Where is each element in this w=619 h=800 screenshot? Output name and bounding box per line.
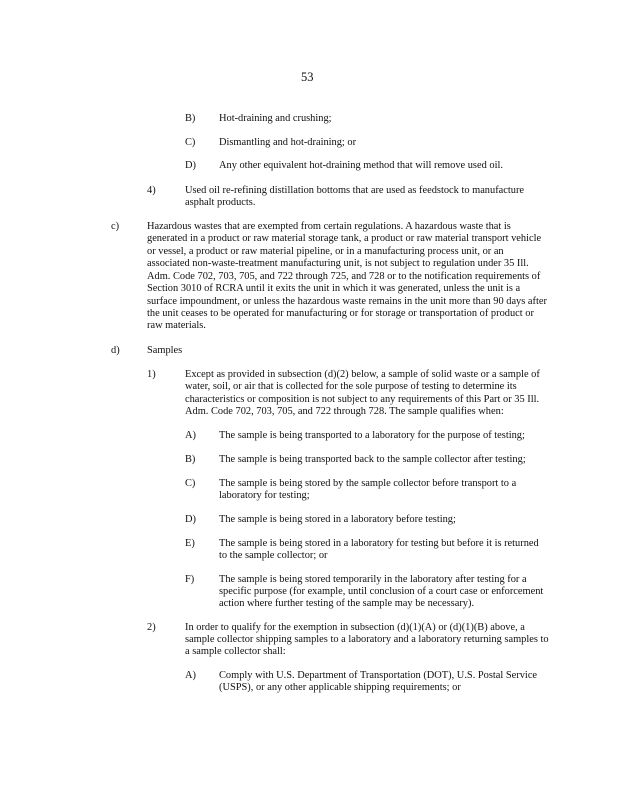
paragraph-line: generated in a product or raw material storage tank, a product or raw material transport vehicle: [147, 233, 542, 244]
subitem-text: to the sample collector; or: [219, 550, 328, 561]
subitem-text: (USPS), or any other applicable shipping requirements; or: [219, 682, 461, 693]
subitem-label: A): [185, 430, 196, 441]
subitem-text: The sample is being transported back to the sample collector after testing;: [219, 454, 526, 465]
paragraph-line: Adm. Code 702, 703, 705, and 722 through 728. The sample qualifies when:: [185, 406, 504, 417]
section-label: d): [111, 345, 120, 356]
section-title: Samples: [147, 345, 183, 356]
subitem-text: The sample is being stored in a laboratory before testing;: [219, 514, 456, 525]
paragraph-line: associated non-waste-treatment manufacturing unit, is not subject to regulation under 35 Ill.: [147, 258, 529, 269]
list-item-text: Hot-draining and crushing;: [219, 113, 332, 124]
paragraph-line: surface impoundment, or unless the hazardous waste remains in the unit more than 90 days after: [147, 296, 547, 307]
section-label: c): [111, 221, 120, 232]
subitem-text: The sample is being stored temporarily in the laboratory after testing for a: [219, 574, 527, 585]
paragraph-line: Used oil re-refining distillation bottoms that are used as feedstock to manufacture: [185, 185, 525, 196]
list-item-label: B): [185, 113, 196, 124]
paragraph-line: characteristics or composition is not subject to any requirements of this Part or 35 Ill.: [185, 394, 540, 405]
item-label: 2): [147, 622, 156, 633]
subitem-text: The sample is being stored in a laboratory for testing but before it is returned: [219, 538, 539, 549]
subitem-text: specific purpose (for example, until conclusion of a court case or enforcement: [219, 586, 544, 597]
list-item-label: D): [185, 160, 196, 171]
subitem-text: The sample is being transported to a laboratory for the purpose of testing;: [219, 430, 525, 441]
paragraph-line: Except as provided in subsection (d)(2) below, a sample of solid waste or a sample of: [185, 369, 540, 380]
subitem-text: The sample is being stored by the sample collector before transport to a: [219, 478, 517, 489]
paragraph-line: raw materials.: [147, 320, 206, 331]
subitem-text: action where further testing of the sample may be necessary).: [219, 598, 475, 609]
subitem-label: F): [185, 574, 195, 585]
paragraph-line: a sample collector shall:: [185, 646, 286, 657]
paragraph-line: the unit ceases to be operated for manufacturing or for storage or transportation of product or: [147, 308, 534, 319]
subitem-label: D): [185, 514, 196, 525]
paragraph-line: water, soil, or air that is collected for the sole purpose of testing to determine its: [185, 381, 517, 392]
paragraph-line: In order to qualify for the exemption in subsection (d)(1)(A) or (d)(1)(B) above, a: [185, 622, 525, 633]
item-label: 1): [147, 369, 156, 380]
item-label: 4): [147, 185, 156, 196]
subitem-text: laboratory for testing;: [219, 490, 310, 501]
subitem-text: Comply with U.S. Department of Transportation (DOT), U.S. Postal Service: [219, 670, 538, 681]
subitem-label: A): [185, 670, 196, 681]
paragraph-line: Adm. Code 702, 703, 705, and 722 through 725, and 728 or to the notification requirements of: [147, 271, 541, 282]
subitem-label: E): [185, 538, 195, 549]
paragraph-line: Section 3010 of RCRA until it exits the unit in which it was generated, unless the unit is a: [147, 283, 521, 294]
paragraph-line: or vessel, a product or raw material pipeline, or in a manufacturing process unit, or an: [147, 246, 504, 257]
list-item-text: Any other equivalent hot-draining method that will remove used oil.: [219, 160, 503, 171]
page-number: 53: [301, 70, 314, 84]
paragraph-line: sample collector shipping samples to a laboratory and a laboratory returning samples to: [185, 634, 549, 645]
subitem-label: C): [185, 478, 196, 489]
paragraph-line: Hazardous wastes that are exempted from certain regulations. A hazardous waste that is: [147, 221, 511, 232]
subitem-label: B): [185, 454, 196, 465]
paragraph-line: asphalt products.: [185, 197, 256, 208]
list-item-label: C): [185, 137, 196, 148]
list-item-text: Dismantling and hot-draining; or: [219, 137, 357, 148]
